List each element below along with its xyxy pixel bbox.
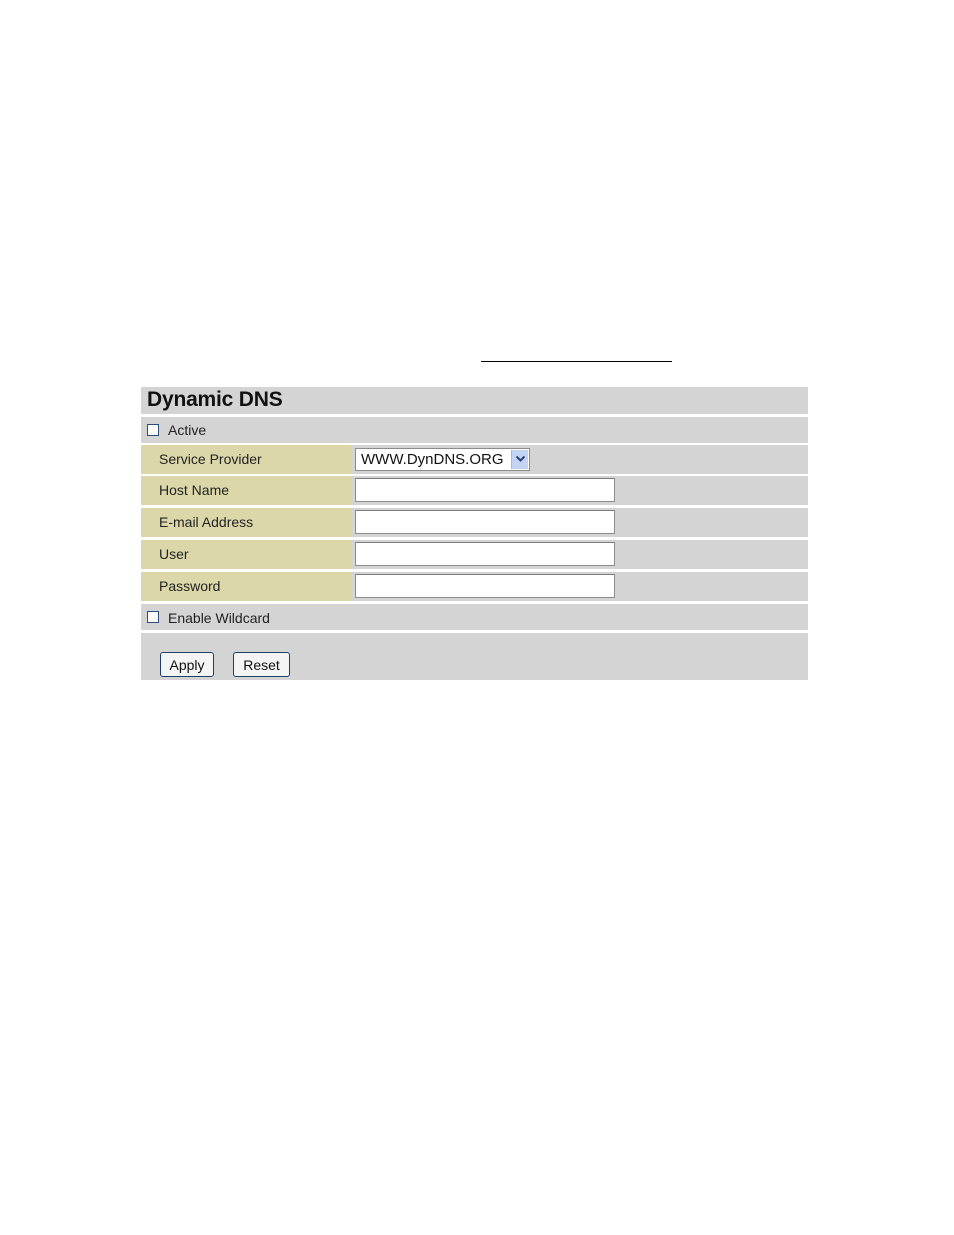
user-row [141,540,808,569]
service-provider-selected-value: WWW.DynDNS.ORG [361,451,504,468]
host-name-input[interactable] [355,478,615,502]
email-row [141,508,808,537]
reset-button[interactable]: Reset [233,652,290,677]
email-label-cell [141,508,351,537]
page-title: Dynamic DNS [147,388,283,411]
active-checkbox[interactable] [147,424,159,436]
user-input[interactable] [355,542,615,566]
password-input[interactable] [355,574,615,598]
apply-button[interactable]: Apply [160,652,214,677]
dynamic-dns-panel [141,387,808,680]
user-label: User [159,546,189,562]
password-row [141,572,808,601]
password-label: Password [159,578,221,594]
service-provider-label-cell [141,445,351,474]
active-label: Active [168,422,207,438]
service-provider-select[interactable] [355,448,530,471]
host-name-label-cell [141,476,351,505]
active-row [141,417,808,443]
email-label: E-mail Address [159,514,254,530]
password-label-cell [141,572,351,601]
user-label-cell [141,540,351,569]
service-provider-label: Service Provider [159,451,262,467]
host-name-row [141,476,808,505]
enable-wildcard-label: Enable Wildcard [168,610,270,626]
email-address-input[interactable] [355,510,615,534]
enable-wildcard-checkbox[interactable] [147,611,159,623]
top-link-underline [481,361,672,362]
button-row [141,633,808,680]
panel-title-row [141,387,808,414]
chevron-down-icon[interactable] [511,450,528,469]
service-provider-row [141,445,808,474]
host-name-label: Host Name [159,482,230,498]
wildcard-row [141,604,808,630]
